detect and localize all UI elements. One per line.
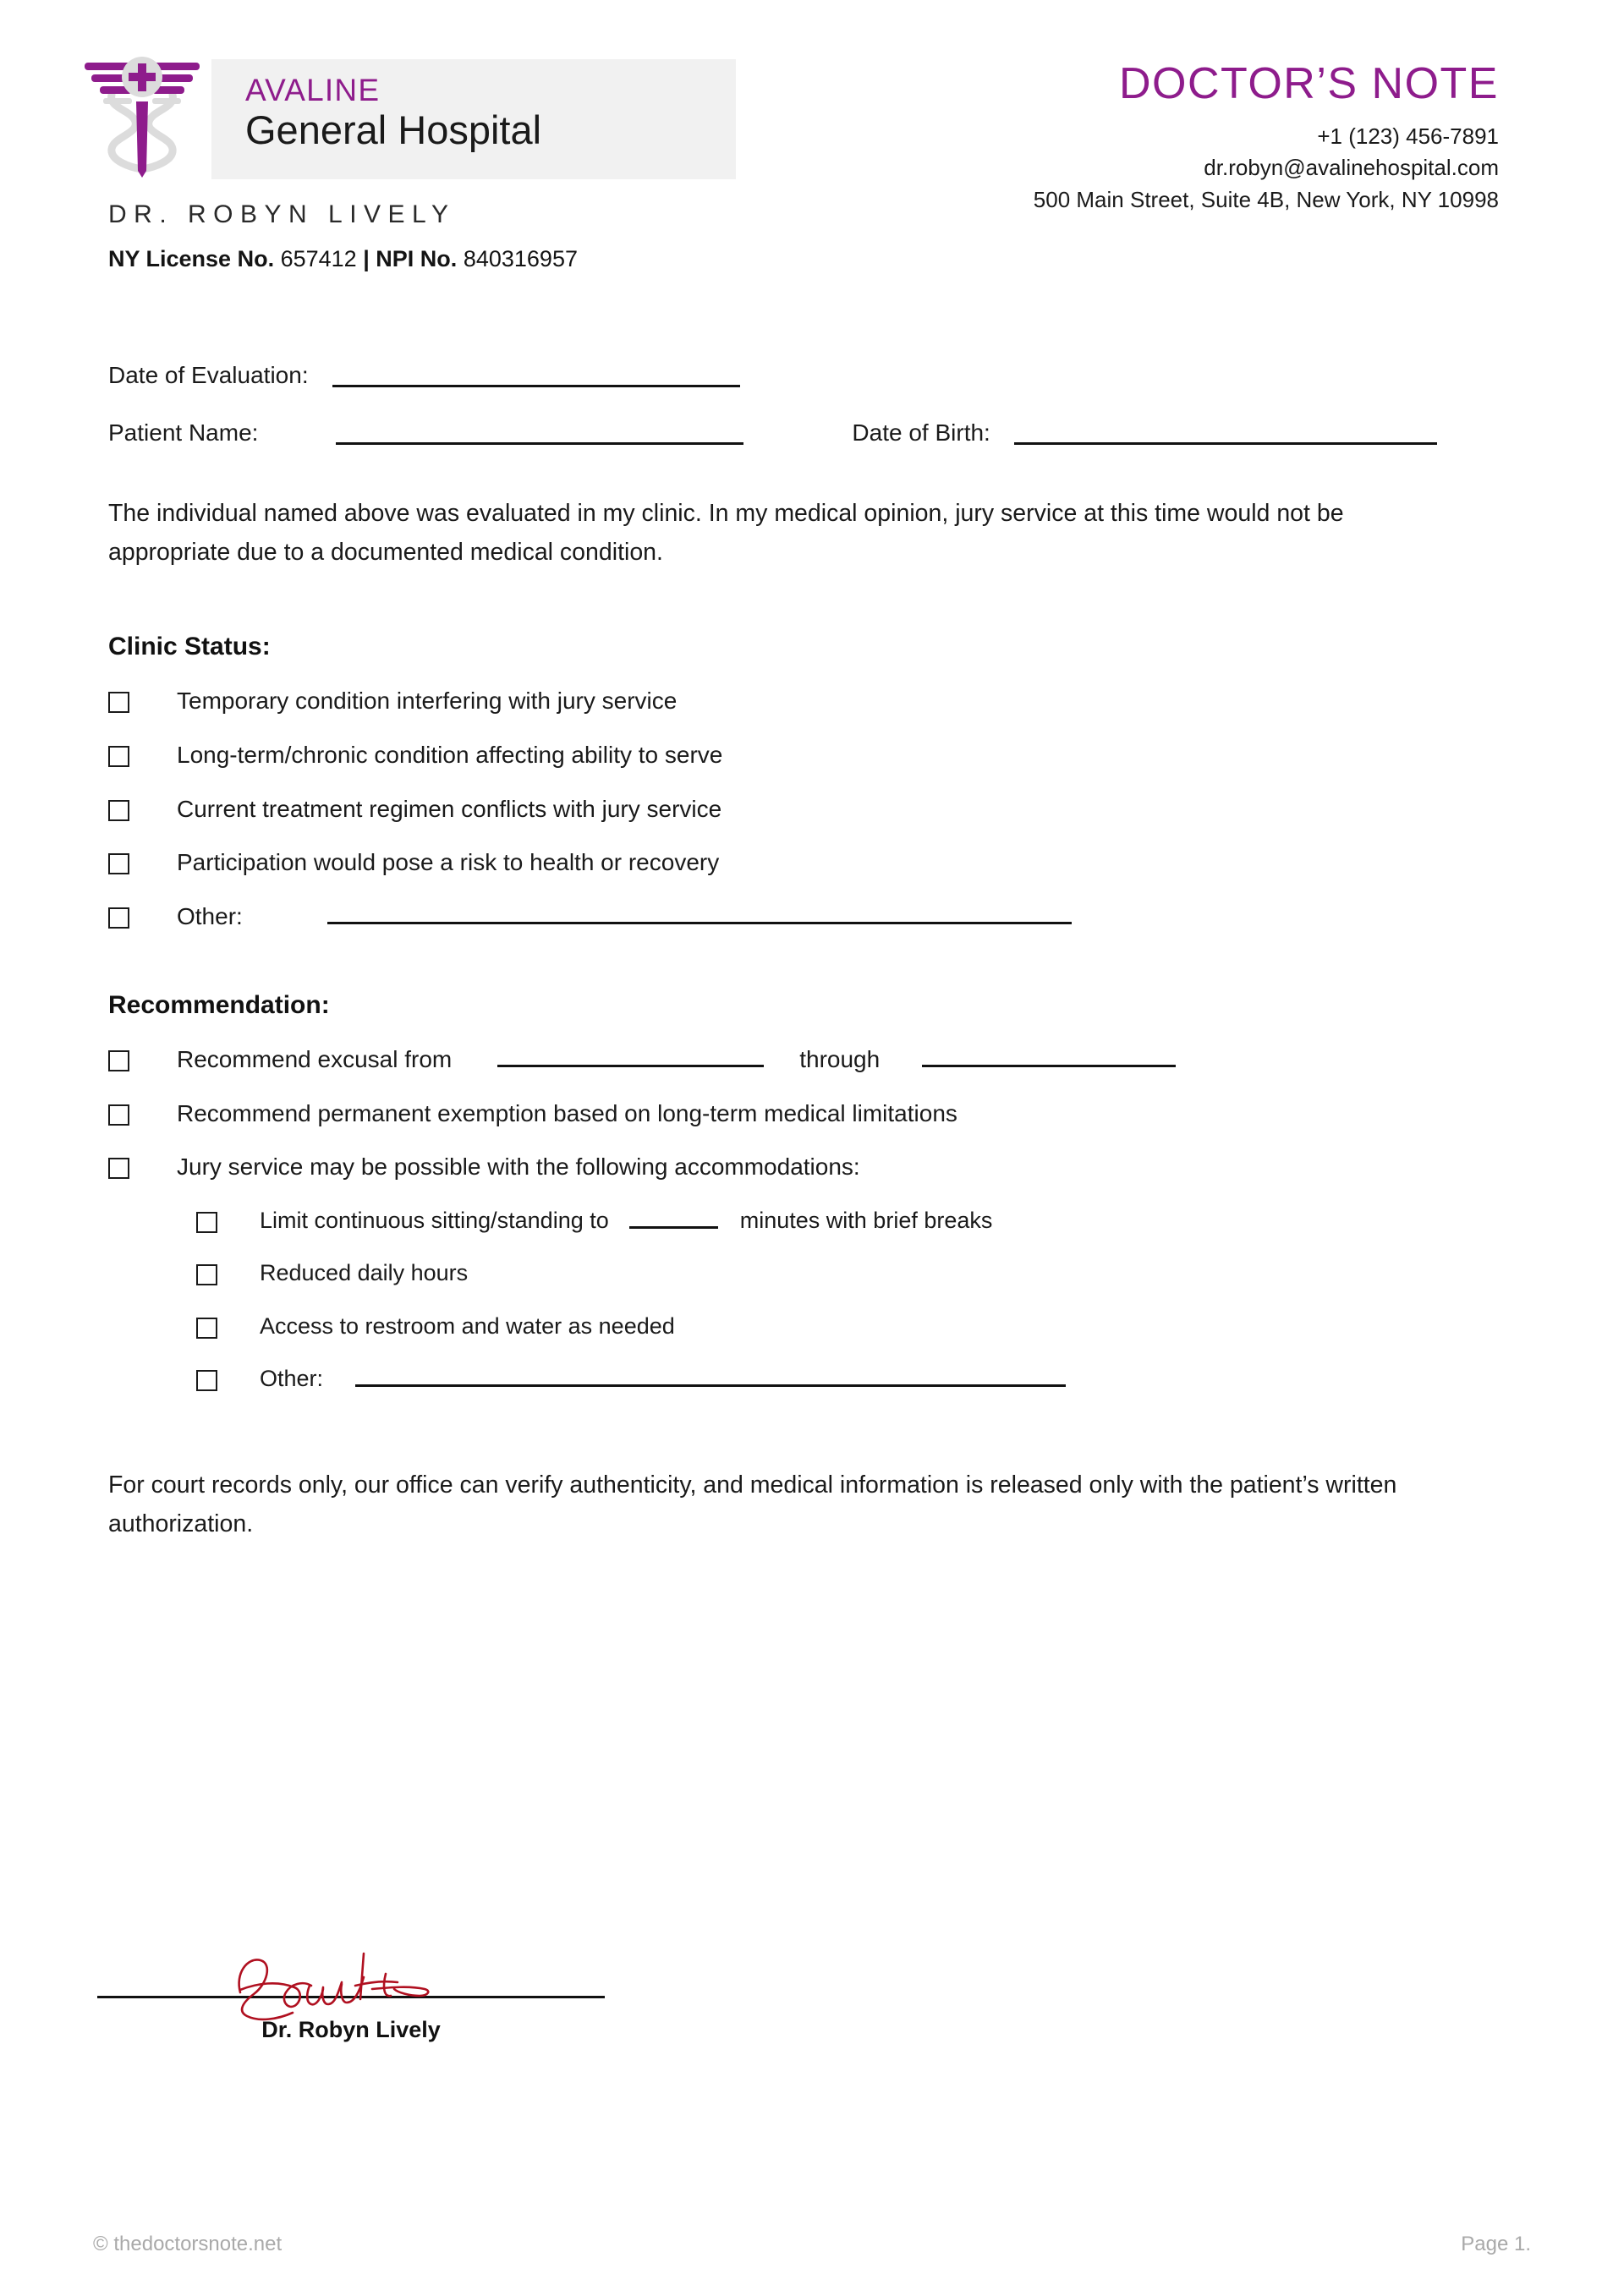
intro-paragraph: The individual named above was evaluated in my clinic. In my medical opinion, jury service at this time would not be appropriate due to a documented medical condition. bbox=[108, 500, 1344, 567]
excusal-from-date-input[interactable] bbox=[497, 1045, 764, 1067]
accommodation-sitting-label-after: minutes with brief breaks bbox=[739, 1208, 993, 1234]
patient-name-label: Patient Name: bbox=[108, 419, 259, 446]
patient-name-input[interactable] bbox=[336, 442, 743, 445]
license-label: NY License No. bbox=[108, 246, 275, 271]
date-of-evaluation-input[interactable] bbox=[332, 385, 740, 387]
npi-number: 840316957 bbox=[463, 246, 578, 271]
clinic-status-option-other[interactable] bbox=[108, 902, 1516, 931]
clinic-status-option-2[interactable] bbox=[108, 741, 1516, 770]
excusal-through-label: through bbox=[799, 1046, 881, 1073]
credential-separator: | bbox=[363, 246, 370, 271]
checkbox-icon[interactable] bbox=[108, 907, 129, 929]
recommendation-excusal-label: Recommend excusal from bbox=[177, 1046, 453, 1073]
npi-label: NPI No. bbox=[376, 246, 458, 271]
date-of-evaluation-row bbox=[108, 364, 1516, 387]
brand-name-box bbox=[211, 59, 736, 179]
accommodation-sitting-label-before: Limit continuous sitting/standing to bbox=[260, 1208, 609, 1234]
recommendation-accommodations-row[interactable] bbox=[108, 1153, 1516, 1181]
page-header bbox=[0, 0, 1624, 288]
brand-name-primary: AVALINE bbox=[245, 73, 381, 107]
brand-name-secondary: General Hospital bbox=[245, 107, 542, 152]
recommendation-accommodations-label: Jury service may be possible with the following accommodations: bbox=[177, 1153, 860, 1181]
date-of-birth-input[interactable] bbox=[1014, 442, 1437, 445]
checkbox-icon[interactable] bbox=[108, 853, 129, 874]
patient-identity-row bbox=[108, 421, 1516, 445]
brand-block bbox=[83, 37, 743, 185]
accommodation-other-label: Other: bbox=[260, 1366, 324, 1392]
footer-page-number: Page 1. bbox=[1461, 2233, 1531, 2255]
accommodation-restroom-row[interactable] bbox=[196, 1312, 1516, 1340]
checkbox-icon[interactable] bbox=[108, 1050, 129, 1071]
accommodation-other-row[interactable] bbox=[196, 1365, 1516, 1392]
checkbox-icon[interactable] bbox=[108, 1104, 129, 1126]
document-body bbox=[108, 364, 1516, 1543]
checkbox-icon[interactable] bbox=[196, 1370, 217, 1391]
license-number: 657412 bbox=[280, 246, 357, 271]
contact-email: dr.robyn@avalinehospital.com bbox=[1204, 155, 1499, 181]
checkbox-icon[interactable] bbox=[196, 1318, 217, 1339]
contact-phone: +1 (123) 456-7891 bbox=[1317, 123, 1499, 149]
accommodation-restroom-label: Access to restroom and water as needed bbox=[260, 1312, 675, 1339]
recommendation-excusal-row[interactable] bbox=[108, 1045, 1516, 1074]
footer-copyright: © thedoctorsnote.net bbox=[93, 2233, 283, 2255]
clinic-status-option-1[interactable] bbox=[108, 687, 1516, 715]
signature-block bbox=[97, 1996, 605, 2043]
checkbox-icon[interactable] bbox=[196, 1264, 217, 1285]
accommodation-sitting-row[interactable] bbox=[196, 1207, 1516, 1234]
doctor-name-heading: DR. ROBYN LIVELY bbox=[108, 200, 456, 228]
clinic-status-heading: Clinic Status: bbox=[108, 633, 271, 661]
page-footer bbox=[0, 2233, 1624, 2256]
clinic-status-option-4-label: Participation would pose a risk to health or recovery bbox=[177, 849, 720, 876]
license-credentials bbox=[108, 246, 578, 272]
header-contact-block bbox=[738, 61, 1499, 216]
recommendation-permanent-row[interactable] bbox=[108, 1099, 1516, 1128]
checkbox-icon[interactable] bbox=[108, 800, 129, 821]
checkbox-icon[interactable] bbox=[108, 746, 129, 767]
checkbox-icon[interactable] bbox=[196, 1212, 217, 1233]
excusal-through-date-input[interactable] bbox=[922, 1045, 1176, 1067]
checkbox-icon[interactable] bbox=[108, 1158, 129, 1179]
handwritten-signature-icon bbox=[228, 1943, 457, 2036]
accommodation-reduced-hours-label: Reduced daily hours bbox=[260, 1260, 469, 1286]
clinic-status-other-input[interactable] bbox=[327, 902, 1072, 924]
date-of-evaluation-label: Date of Evaluation: bbox=[108, 362, 309, 388]
closing-paragraph: For court records only, our office can verify authenticity, and medical information is released only with the patient’s written authorization. bbox=[108, 1471, 1397, 1537]
accommodation-other-input[interactable] bbox=[355, 1365, 1066, 1387]
contact-address: 500 Main Street, Suite 4B, New York, NY 10998 bbox=[1033, 186, 1499, 212]
clinic-status-option-4[interactable] bbox=[108, 848, 1516, 877]
signer-name: Dr. Robyn Lively bbox=[261, 2017, 441, 2042]
clinic-status-other-label: Other: bbox=[177, 902, 243, 929]
accommodation-reduced-hours-row[interactable] bbox=[196, 1259, 1516, 1286]
clinic-status-option-2-label: Long-term/chronic condition affecting ability to serve bbox=[177, 741, 723, 768]
recommendation-permanent-label: Recommend permanent exemption based on long-term medical limitations bbox=[177, 1099, 957, 1126]
accommodation-minutes-input[interactable] bbox=[629, 1207, 718, 1229]
caduceus-icon bbox=[83, 42, 201, 178]
clinic-status-option-3[interactable] bbox=[108, 795, 1516, 824]
clinic-status-option-3-label: Current treatment regimen conflicts with jury service bbox=[177, 795, 722, 822]
recommendation-heading: Recommendation: bbox=[108, 991, 330, 1020]
page-title: DOCTOR’S NOTE bbox=[1118, 59, 1499, 108]
checkbox-icon[interactable] bbox=[108, 692, 129, 713]
clinic-status-option-1-label: Temporary condition interfering with jury service bbox=[177, 688, 678, 715]
date-of-birth-label: Date of Birth: bbox=[852, 419, 990, 446]
